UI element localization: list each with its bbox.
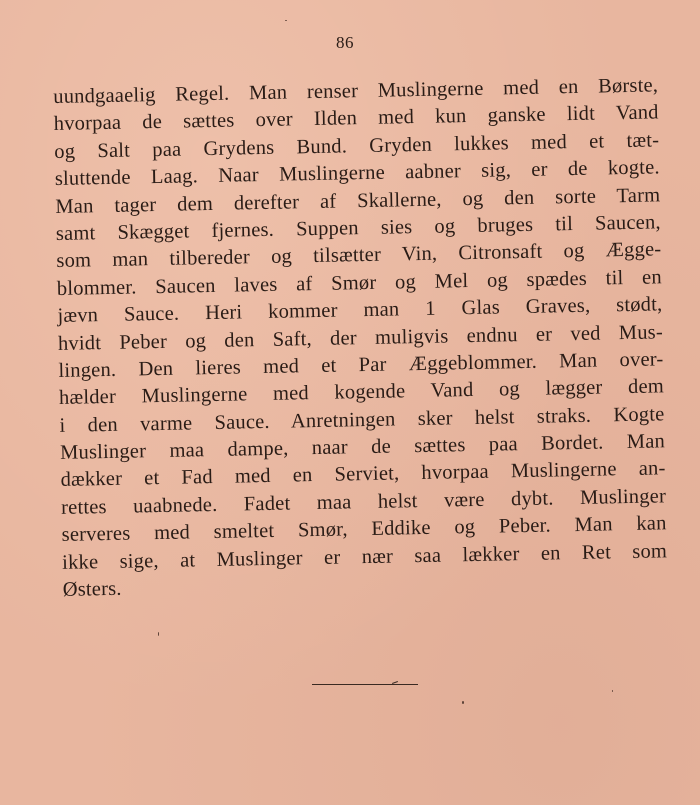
text-line: Man tager dem derefter af Skallerne, og den sorte Tarm bbox=[55, 183, 661, 218]
end-divider bbox=[312, 684, 418, 685]
text-line: uundgaaelig Regel. Man renser Muslingerne med en Børste, bbox=[53, 74, 659, 108]
text-line: serveres med smeltet Smør, Eddike og Peber. Man kan bbox=[61, 512, 667, 547]
text-line: samt Skægget fjernes. Suppen sies og bruges til Saucen, bbox=[55, 211, 661, 245]
text-line: sluttende Laag. Naar Muslingerne aabner sig, er de kogte. bbox=[54, 156, 660, 191]
page-number: 86 bbox=[336, 33, 354, 52]
body-text bbox=[53, 72, 668, 604]
text-line: hvidt Peber og den Saft, der muligvis endnu er ved Mus- bbox=[57, 320, 664, 355]
text-line: hælder Muslingerne med kogende Vand og lægger dem bbox=[58, 375, 665, 410]
text-line: jævn Sauce. Heri kommer man 1 Glas Graves, stødt, bbox=[57, 293, 663, 328]
text-line: og Salt paa Grydens Bund. Gryden lukkes med et tæt- bbox=[54, 129, 660, 163]
paper-speck bbox=[462, 701, 464, 704]
text-line: i den varme Sauce. Anretningen sker helst straks. Kogte bbox=[59, 403, 665, 437]
divider-tick bbox=[392, 681, 398, 684]
text-line: hvorpaa de sættes over Ilden med kun ganske lidt Vand bbox=[53, 101, 659, 136]
text-line: blommer. Saucen laves af Smør og Mel og spædes til en bbox=[56, 266, 663, 300]
text-line: lingen. Den lieres med et Par Æggeblommer. Man over- bbox=[58, 348, 664, 382]
text-line: ikke sige, at Muslinger er nær saa lækker en Ret som bbox=[61, 539, 668, 574]
paper-speck bbox=[612, 690, 613, 692]
text-line: dækker et Fad med en Serviet, hvorpaa Muslingerne an- bbox=[60, 457, 666, 492]
paper-speck bbox=[158, 632, 159, 636]
text-line: Muslinger maa dampe, naar de sættes paa Bordet. Man bbox=[59, 430, 666, 465]
text-line: Østers. bbox=[62, 577, 122, 601]
paper-speck bbox=[285, 20, 287, 21]
text-line: som man tilbereder og tilsætter Vin, Citronsaft og Ægge- bbox=[56, 238, 662, 273]
text-line: rettes uaabnede. Fadet maa helst være dybt. Muslinger bbox=[60, 485, 667, 519]
